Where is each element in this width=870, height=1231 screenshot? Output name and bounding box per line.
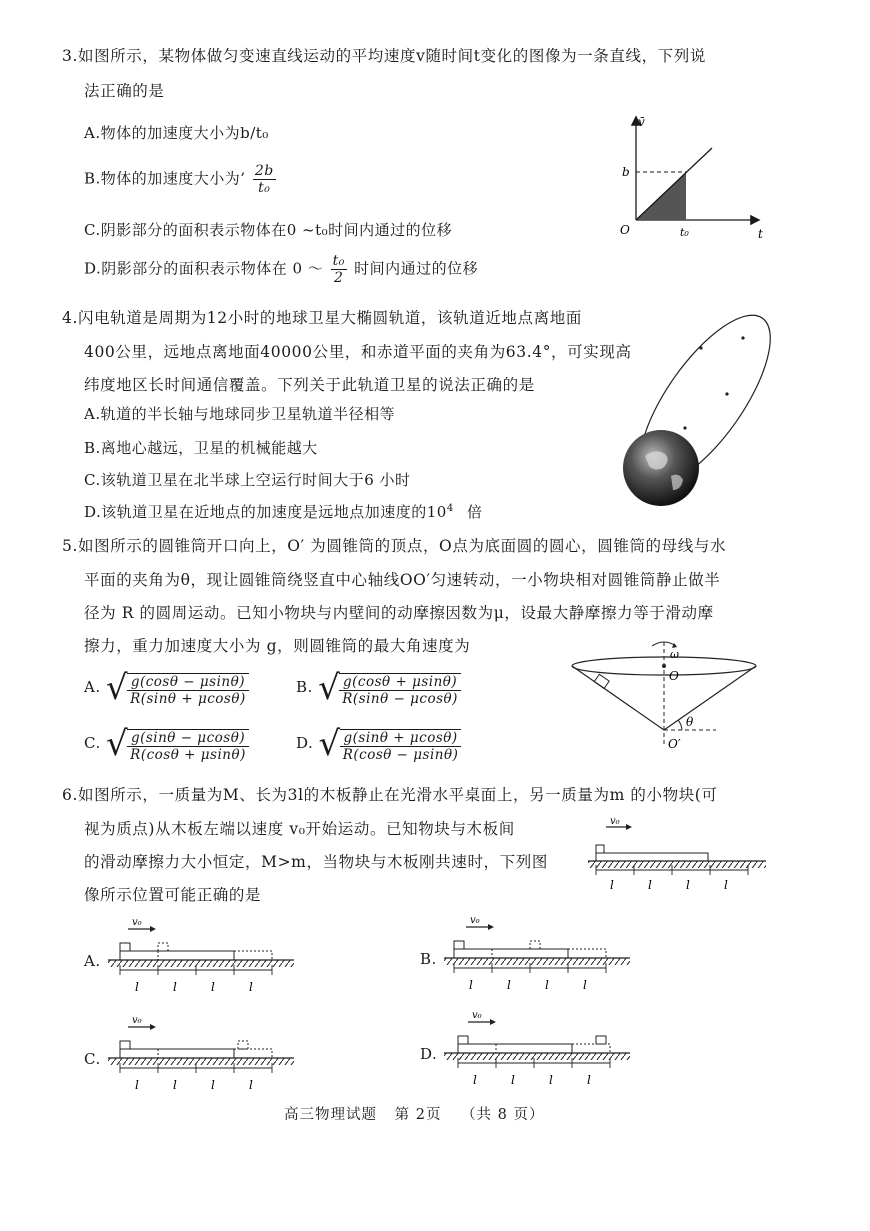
- q4-option-d-exponent: 4: [446, 503, 454, 514]
- q4-line1: 4.闪电轨道是周期为12小时的地球卫星大椭圆轨道，该轨道近地点离地面: [62, 309, 582, 327]
- q3-option-b-den: t₀: [258, 180, 271, 196]
- q5-option-b: [296, 668, 461, 708]
- svg-text:l: l: [583, 978, 587, 992]
- orbit-marker-dot: [741, 336, 744, 339]
- v0-label: v₀: [132, 1015, 142, 1026]
- q4-orbit-figure: [615, 308, 780, 520]
- q5-line1: 5.如图所示的圆锥筒开口向上，O′ 为圆锥筒的顶点，O点为底面圆的圆心，圆锥筒的母线与水: [62, 537, 727, 555]
- q6-option-d-label: D.: [420, 1045, 438, 1063]
- svg-text:l: l: [587, 1073, 591, 1087]
- q3-x-label: t: [758, 227, 763, 241]
- block-start: [454, 941, 464, 949]
- svg-text:l: l: [549, 1073, 553, 1087]
- q5-line4: 擦力，重力加速度大小为 g，则圆锥筒的最大角速度为: [84, 637, 471, 655]
- q3-option-d-fraction: [331, 253, 347, 286]
- q3-option-b-text: B.物体的加速度大小为’: [84, 169, 246, 188]
- l-label: l: [610, 878, 614, 892]
- q5-option-d-label: D.: [296, 734, 314, 752]
- q5-option-b-num: g(cosθ + μsinθ): [339, 674, 461, 691]
- board-start: [454, 949, 568, 958]
- svg-text:l: l: [545, 978, 549, 992]
- svg-text:l: l: [173, 980, 177, 994]
- v0-label: v₀: [610, 816, 620, 827]
- q3-option-b-num: 2b: [254, 163, 274, 179]
- q6-option-c-label: C.: [84, 1050, 101, 1068]
- q5-option-a-sqrt: [106, 668, 249, 708]
- q6-line4: 像所示位置可能正确的是: [84, 886, 262, 904]
- omega-label: ω: [670, 648, 679, 661]
- q5-option-d-sqrt: [319, 724, 462, 764]
- q3-t0-label: t₀: [680, 226, 689, 239]
- l-label: l: [724, 878, 728, 892]
- block-start: [120, 1041, 130, 1049]
- q6-line1: 6.如图所示，一质量为M、长为3l的木板静止在光滑水平桌面上，另一质量为m 的小物块(可: [62, 786, 718, 804]
- q3-stem-line2: 法正确的是: [84, 82, 165, 100]
- q5-option-c: [84, 724, 249, 764]
- q3-option-b-fraction: [253, 163, 276, 196]
- svg-text:l: l: [249, 1078, 253, 1092]
- board: [596, 853, 708, 861]
- l-label: l: [686, 878, 690, 892]
- q3-option-a: A.物体的加速度大小为b/t₀: [84, 124, 269, 142]
- q4-line2: 400公里，远地点离地面40000公里，和赤道平面的夹角为63.4°，可实现高: [84, 343, 632, 361]
- q4-line3: 纬度地区长时间通信覆盖。下列关于此轨道卫星的说法正确的是: [84, 376, 535, 394]
- sqrt-icon: √: [318, 668, 341, 708]
- q3-option-b: [84, 163, 278, 196]
- board-start: [120, 951, 234, 960]
- q6-option-b-label: B.: [420, 950, 437, 968]
- q4-option-a: A.轨道的半长轴与地球同步卫星轨道半径相等: [84, 405, 396, 423]
- q3-y-label: v̄: [638, 115, 645, 129]
- svg-text:l: l: [469, 978, 473, 992]
- q3-stem-line1: 3.如图所示，某物体做匀变速直线运动的平均速度v随时间t变化的图像为一条直线，下列说: [62, 47, 706, 65]
- q5-option-c-sqrt: [106, 724, 249, 764]
- q5-option-c-num: g(sinθ − μcosθ): [127, 730, 249, 747]
- l-label: l: [648, 878, 652, 892]
- small-block: [594, 674, 609, 688]
- O-label: O: [669, 669, 679, 683]
- q6-line2: 视为质点)从木板左端以速度 v₀开始运动。已知物块与木板间: [84, 820, 515, 838]
- q5-option-b-label: B.: [296, 678, 313, 696]
- orbit-marker-dot: [699, 346, 702, 349]
- svg-text:l: l: [135, 980, 139, 994]
- q5-option-b-sqrt: [318, 668, 461, 708]
- theta-arc: [678, 720, 682, 730]
- q6-line3: 的滑动摩擦力大小恒定，M>m，当物块与木板刚共速时，下列图: [84, 853, 548, 871]
- block-end: [158, 943, 168, 951]
- footer-total-pages: （共 8 页）: [461, 1107, 545, 1123]
- q5-option-a-label: A.: [84, 678, 101, 696]
- q5-option-b-den: R(sinθ − μcosθ): [342, 691, 458, 707]
- footer-title: 高三物理试题: [284, 1107, 377, 1123]
- q5-option-d: [296, 724, 461, 764]
- sqrt-icon: √: [105, 668, 129, 708]
- svg-text:l: l: [211, 980, 215, 994]
- q5-option-d-den: R(cosθ − μsinθ): [342, 747, 459, 763]
- block: [596, 845, 604, 853]
- q4-option-b: B.离地心越远，卫星的机械能越大: [84, 439, 318, 457]
- svg-text:l: l: [211, 1078, 215, 1092]
- block-end: [596, 1036, 606, 1044]
- block-start: [120, 943, 130, 951]
- q3-option-c: C.阴影部分的面积表示物体在0 ~t₀时间内通过的位移: [84, 221, 453, 239]
- block-end: [530, 941, 540, 949]
- v0-label: v₀: [470, 915, 480, 926]
- q3-option-d-den: 2: [334, 270, 344, 286]
- table-hatch: [588, 861, 766, 868]
- q5-line3: 径为 R 的圆周运动。已知小物块与内壁间的动摩擦因数为μ，设最大静摩擦力等于滑动摩: [84, 604, 714, 622]
- v0-label: v₀: [132, 917, 142, 928]
- q6-option-d-figure: [444, 1008, 634, 1088]
- theta-label: θ: [686, 715, 694, 729]
- v0-label: v₀: [472, 1010, 482, 1021]
- board-start: [458, 1044, 572, 1053]
- orbit-marker-dot: [683, 426, 686, 429]
- q6-option-c-figure: [108, 1013, 298, 1093]
- svg-text:l: l: [173, 1078, 177, 1092]
- q6-main-figure: [588, 815, 768, 895]
- q3-option-d-suffix: 时间内通过的位移: [354, 259, 479, 278]
- q3-option-d-num: t₀: [332, 253, 345, 269]
- svg-text:l: l: [511, 1073, 515, 1087]
- q3-b-label: b: [622, 165, 630, 179]
- footer-page-number: 第 2页: [394, 1107, 442, 1123]
- orbit-marker-dot: [725, 392, 728, 395]
- svg-text:l: l: [473, 1073, 477, 1087]
- svg-text:l: l: [135, 1078, 139, 1092]
- page-footer: [284, 1103, 545, 1124]
- q5-option-a: [84, 668, 249, 708]
- q4-option-d-text: D.该轨道卫星在近地点的加速度是远地点加速度的10: [84, 503, 447, 521]
- board-start: [120, 1049, 234, 1058]
- svg-text:l: l: [249, 980, 253, 994]
- q3-option-d-text: D.阴影部分的面积表示物体在 0 ～: [84, 259, 324, 278]
- q5-option-d-num: g(sinθ + μcosθ): [340, 730, 462, 747]
- sqrt-icon: √: [106, 724, 129, 764]
- block-start: [458, 1036, 468, 1044]
- O-prime-label: O′: [668, 737, 681, 751]
- q6-option-a-label: A.: [84, 952, 101, 970]
- cone-left-side: [572, 666, 664, 730]
- q5-option-c-label: C.: [84, 734, 101, 752]
- q4-option-c: C.该轨道卫星在北半球上空运行时间大于6 小时: [84, 471, 411, 489]
- v0-arrowhead-icon: [626, 824, 632, 830]
- q6-option-a-figure: [108, 915, 298, 995]
- q6-option-b-figure: [444, 913, 634, 993]
- q5-option-a-num: g(cosθ − μsinθ): [127, 674, 249, 691]
- sqrt-icon: √: [318, 724, 341, 764]
- q4-option-d: [84, 501, 483, 522]
- q4-option-d-suffix: 倍: [467, 503, 483, 521]
- q5-option-c-den: R(cosθ + μsinθ): [130, 747, 246, 763]
- q3-option-d: [84, 253, 478, 286]
- q5-line2: 平面的夹角为θ，现让圆锥筒绕竖直中心轴线OO′匀速转动，一小物块相对圆锥筒静止做半: [84, 571, 721, 589]
- block-end: [238, 1041, 248, 1049]
- q5-option-a-den: R(sinθ + μcosθ): [130, 691, 246, 707]
- svg-text:l: l: [507, 978, 511, 992]
- q5-cone-figure: [566, 634, 766, 754]
- q3-origin-label: O: [620, 223, 630, 237]
- q3-velocity-graph: [612, 112, 772, 242]
- center-point-O: [662, 664, 666, 668]
